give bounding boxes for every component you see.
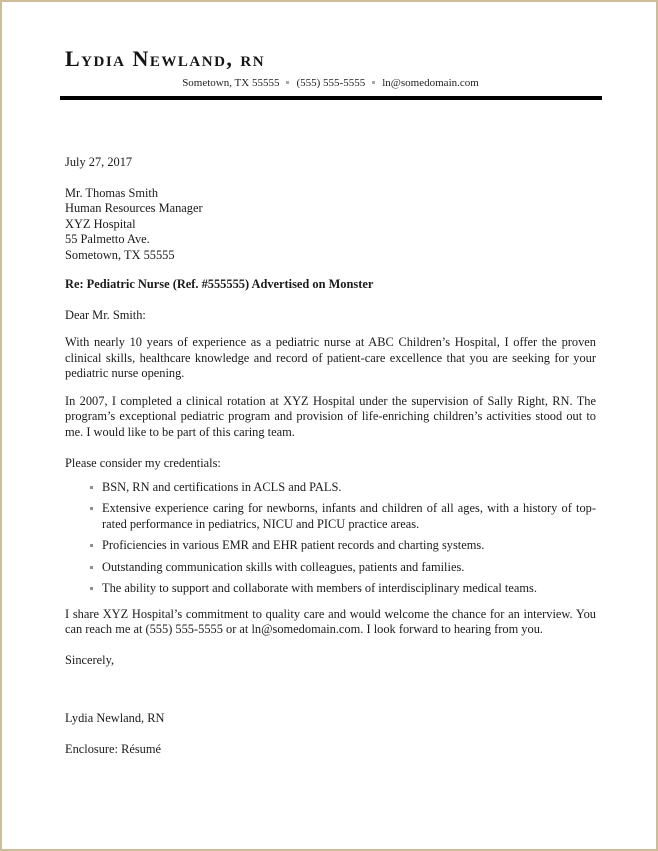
credential-item: The ability to support and collaborate with members of interdisciplinary medical teams. xyxy=(65,581,596,597)
address-line: 55 Palmetto Ave. xyxy=(65,232,150,246)
credential-item: Proficiencies in various EMR and EHR patient records and charting systems. xyxy=(65,538,596,554)
enclosure-note: Enclosure: Résumé xyxy=(65,741,162,756)
credentials-intro: Please consider my credentials: xyxy=(65,456,221,470)
body-paragraph-1: With nearly 10 years of experience as a pediatric nurse at ABC Children’s Hospital, I offer the proven clinical skills, healthcare knowledge and record of patient-care excellence that you are seeking for your pediatric nurse opening. xyxy=(65,335,596,380)
square-separator-icon xyxy=(286,81,289,84)
credentials-list xyxy=(65,480,596,597)
contact-email: ln@somedomain.com xyxy=(382,77,479,89)
contact-line xyxy=(65,77,596,90)
address-line: Mr. Thomas Smith xyxy=(65,185,159,200)
subject-line: Re: Pediatric Nurse (Ref. #555555) Advertised on Monster xyxy=(65,277,374,291)
address-line: Sometown, TX 55555 xyxy=(65,247,175,262)
page-title: Lydia Newland, rn xyxy=(65,46,266,71)
letter-body xyxy=(65,155,596,757)
closing-paragraph: I share XYZ Hospital’s commitment to quality care and would welcome the chance for an interview. You can reach me at (555) 555-5555 or at ln@somedomain.com. I look forward to hearing from you. xyxy=(65,606,596,636)
credential-item: Extensive experience caring for newborns, infants and children of all ages, with a history of top-rated performance in pediatrics, NICU and PICU practice areas. xyxy=(65,501,596,532)
letterhead-rule xyxy=(60,96,602,100)
contact-phone: (555) 555-5555 xyxy=(296,77,366,89)
signature-name: Lydia Newland, RN xyxy=(65,711,165,725)
letterhead xyxy=(65,46,596,100)
address-line: XYZ Hospital xyxy=(65,216,136,231)
date-line: July 27, 2017 xyxy=(65,155,133,169)
square-separator-icon xyxy=(372,81,375,84)
credential-item: Outstanding communication skills with colleagues, patients and families. xyxy=(65,560,596,576)
credential-item: BSN, RN and certifications in ACLS and PALS. xyxy=(65,480,596,496)
address-line: Human Resources Manager xyxy=(65,201,203,215)
valediction: Sincerely, xyxy=(65,652,115,667)
body-paragraph-2: In 2007, I completed a clinical rotation at XYZ Hospital under the supervision of Sally Right, RN. The program’s exceptional pediatric program and provision of life-enriching children’s activities stood out to me. I would like to be part of this caring team. xyxy=(65,393,596,439)
recipient-address xyxy=(65,186,596,264)
contact-location: Sometown, TX 55555 xyxy=(182,77,280,89)
salutation: Dear Mr. Smith: xyxy=(65,307,146,322)
